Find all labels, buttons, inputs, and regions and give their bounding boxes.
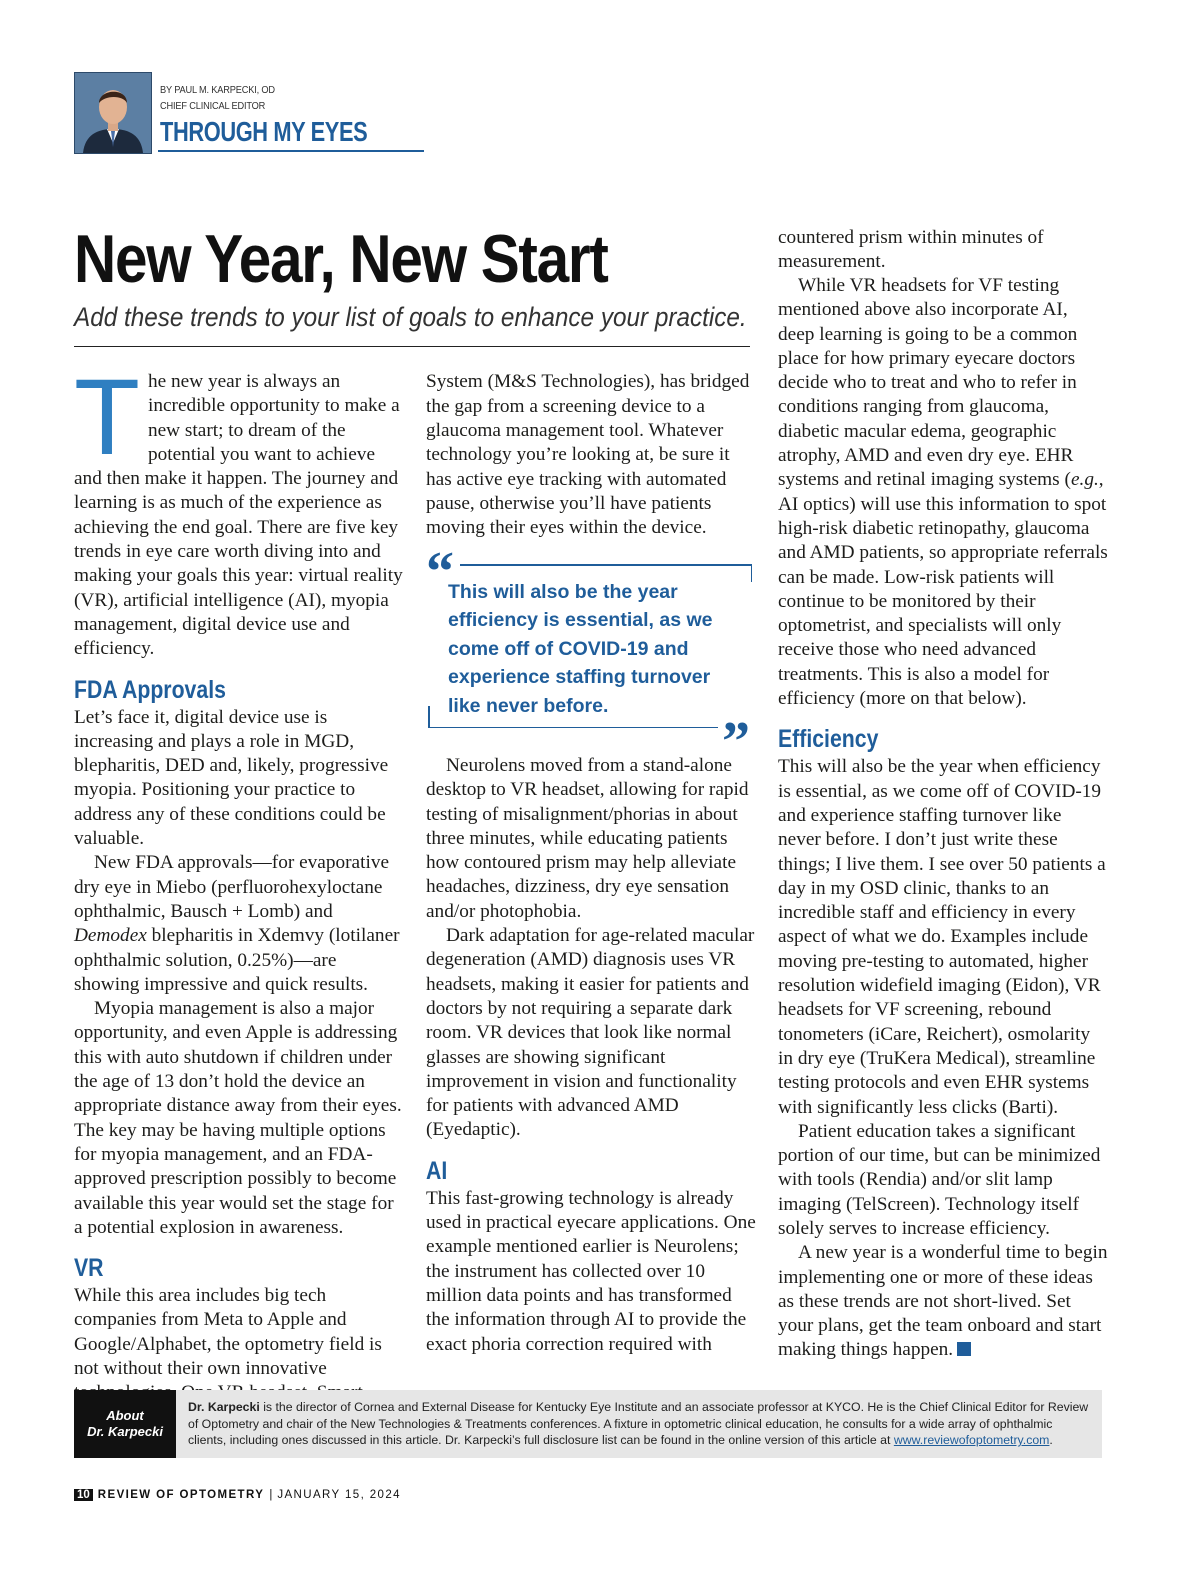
column-2 <box>426 370 756 1357</box>
efficiency-paragraph-2: Patient education takes a significant portion of our time, but can be minimized with tools (Rendia) and/or slit lamp imaging (TelScreen). Technology itself solely serves to increase efficiency. <box>778 1120 1101 1239</box>
fda-p2-text-a: New FDA approvals—for evaporative dry eye in Miebo (perfluorohexyloctane ophthalmic, Bausch + Lomb) and <box>74 852 390 922</box>
vr-p1-continued-text: System (M&S Technologies), has bridged the gap from a screening device to a glaucoma management tool. Whatever technology you’re looking at, be sure it has active eye tracking with automated pause, otherwise you’ll have patients moving their eyes within the device. <box>426 371 750 539</box>
ai-p1-continued-text: countered prism within minutes of measurement. <box>778 227 1044 273</box>
pull-quote-bottom-rule <box>428 727 718 729</box>
vr-paragraph-3: Dark adaptation for age-related macular degeneration (AMD) diagnosis uses VR headsets, making it easier for patients and doctors by not requiring a separate dark room. VR devices that look like normal glasses are showing significant improvement in vision and functionality for patients with advanced AMD (Eyedaptic). <box>426 925 755 1141</box>
intro-paragraph <box>74 356 404 662</box>
about-text <box>188 1399 1094 1449</box>
byline-role: CHIEF CLINICAL EDITOR <box>160 100 266 112</box>
column-3 <box>778 226 1108 1363</box>
column-name: THROUGH MY EYES <box>160 116 368 147</box>
pull-quote <box>426 541 752 773</box>
ai-paragraph-1: This fast-growing technology is already used in practical eyecare applications. One example mentioned earlier is Neurolens; the instrument has collected over 10 million data points and has transformed the information through AI to provide the exact phoria correction required with <box>426 1187 756 1355</box>
ai-p2-italic: e.g. <box>1070 469 1099 491</box>
pull-quote-top-tick <box>751 564 753 582</box>
website-link[interactable]: www.reviewofoptometry.com <box>893 1433 1050 1448</box>
pull-quote-text: This will also be the year efficiency is essential, as we come off of COVID-19 and experience staffing turnover like never before. <box>448 581 713 717</box>
pull-quote-top-rule <box>460 564 752 566</box>
open-quote-mark: “ <box>426 541 454 603</box>
page-number: 10 <box>74 1489 93 1501</box>
heading-ai: AI <box>426 1156 448 1185</box>
efficiency-p3-text: A new year is a wonderful time to begin implementing one or more of these ideas as these trends are not short-lived. Set your plans, get the team onboard and start making things happen. <box>778 1242 1108 1361</box>
about-label-line-2: Dr. Karpecki <box>87 1424 163 1439</box>
intro-text: he new year is always an incredible opportunity to make a new start; to dream of the potential you want to achieve and then make it happen. The journey and learning is as much of the experience as achieving the end goal. There are five key trends in eye care worth diving into and making your goals this year: virtual reality (VR), artificial intelligence (AI), myopia management, digital device use and efficiency. <box>74 371 403 660</box>
drop-cap: T <box>74 356 140 477</box>
about-description: is the director of Cornea and External Disease for Kentucky Eye Institute and an associate professor at KYCO. He is the Chief Clinical Editor for Review of Optometry and chair of the New Technologies & Treatments conferences. A fixture in optometric clinical education, he consults for a wide array of ophthalmic clients, including ones discussed in this article. Dr. Karpecki’s full disclosure list can be found in the online version of this article at <box>188 1400 1089 1448</box>
close-quote-mark: ” <box>722 711 750 773</box>
heading-efficiency: Efficiency <box>778 725 879 754</box>
about-author-name: Dr. Karpecki <box>188 1400 260 1414</box>
vr-paragraph-1-continued <box>426 370 756 540</box>
publication-date: JANUARY 15, 2024 <box>277 1489 401 1501</box>
author-photo <box>74 72 152 154</box>
footer-separator: | <box>269 1489 273 1501</box>
fda-p2-text-b: blepharitis in Xdemvy (lotilaner ophthalmic solution, 0.25%)—are showing impressive and quick results. <box>74 925 400 995</box>
article-subtitle: Add these trends to your list of goals to enhance your practice. <box>74 302 747 332</box>
heading-fda-approvals: FDA Approvals <box>74 675 226 704</box>
pull-quote-bottom-tick <box>428 706 430 728</box>
vr-paragraph-2: Neurolens moved from a stand-alone desktop to VR headset, allowing for rapid testing of misalignment/phorias in about three minutes, while educating patients how contoured prism may help alleviate headaches, dizziness, dry eye sensation and/or photophobia. <box>426 755 749 922</box>
about-end: . <box>1049 1433 1053 1448</box>
about-author-box <box>74 1390 1102 1458</box>
ai-p2-text-a: While VR headsets for VF testing mentioned above also incorporate AI, deep learning is going to be a common place for how primary eyecare doctors decide who to treat and who to refer in conditions ranging from glaucoma, diabetic macular edema, geographic atrophy, AMD and even dry eye. EHR systems and retinal imaging systems ( <box>778 275 1078 491</box>
column-1 <box>74 356 404 1405</box>
title-divider <box>74 346 750 347</box>
ai-paragraph-2 <box>778 274 1108 711</box>
article-title: New Year, New Start <box>74 221 608 297</box>
byline-header <box>74 72 368 156</box>
fda-paragraph-3: Myopia management is also a major opportunity, and even Apple is addressing this with auto shutdown if children under the age of 13 don’t hold the device an appropriate distance away from their eyes. The key may be having multiple options for myopia management, and an FDA-approved prescription possibly to become available this year would set the stage for a potential explosion in awareness. <box>74 998 402 1238</box>
efficiency-paragraph-3 <box>778 1241 1108 1362</box>
vr-paragraph-1: While this area includes big tech companies from Meta to Apple and Google/Alphabet, the optometry field is not without their own innovative <box>74 1285 382 1379</box>
column-rule <box>158 150 424 152</box>
about-label <box>74 1390 176 1458</box>
fda-paragraph-2 <box>74 851 404 997</box>
fda-paragraph-1: Let’s face it, digital device use is increasing and plays a role in MGD, blepharitis, DED and, likely, progressive myopia. Positioning your practice to address any of these conditions could be valuable. <box>74 706 389 850</box>
fda-p2-italic: Demodex <box>74 925 147 947</box>
end-mark-icon <box>957 1342 971 1356</box>
publication-name: REVIEW OF OPTOMETRY <box>97 1489 265 1501</box>
ai-p2-text-b: , AI optics) will use this information to spot high-risk diabetic retinopathy, glaucoma and AMD patients, so appropriate referrals can be made. Low-risk patients will continue to be monitored by their optometrist, and specialists will only receive those who need advanced treatments. This is also a model for efficiency (more on that below). <box>778 469 1108 710</box>
heading-vr: VR <box>74 1254 104 1283</box>
efficiency-paragraph-1: This will also be the year when efficiency is essential, as we come off of COVID-19 and experience staffing turnover like never before. I don’t just write these things; I live them. I see over 50 patients a day in my OSD clinic, thanks to an incredible staff and efficiency in every aspect of what we do. Examples include moving pre-testing to automated, higher resolution widefield imaging (Eidon), VR headsets for VF screening, rebound tonometers (iCare, Reichert), osmolarity in dry eye (TruKera Medical), streamline testing protocols and even EHR systems with significantly less clicks (Barti). <box>778 756 1106 1118</box>
byline-author: BY PAUL M. KARPECKI, OD <box>160 84 275 96</box>
ai-paragraph-1-continued <box>778 226 1108 274</box>
page-footer <box>74 1489 401 1501</box>
about-label-line-1: About <box>106 1408 144 1423</box>
